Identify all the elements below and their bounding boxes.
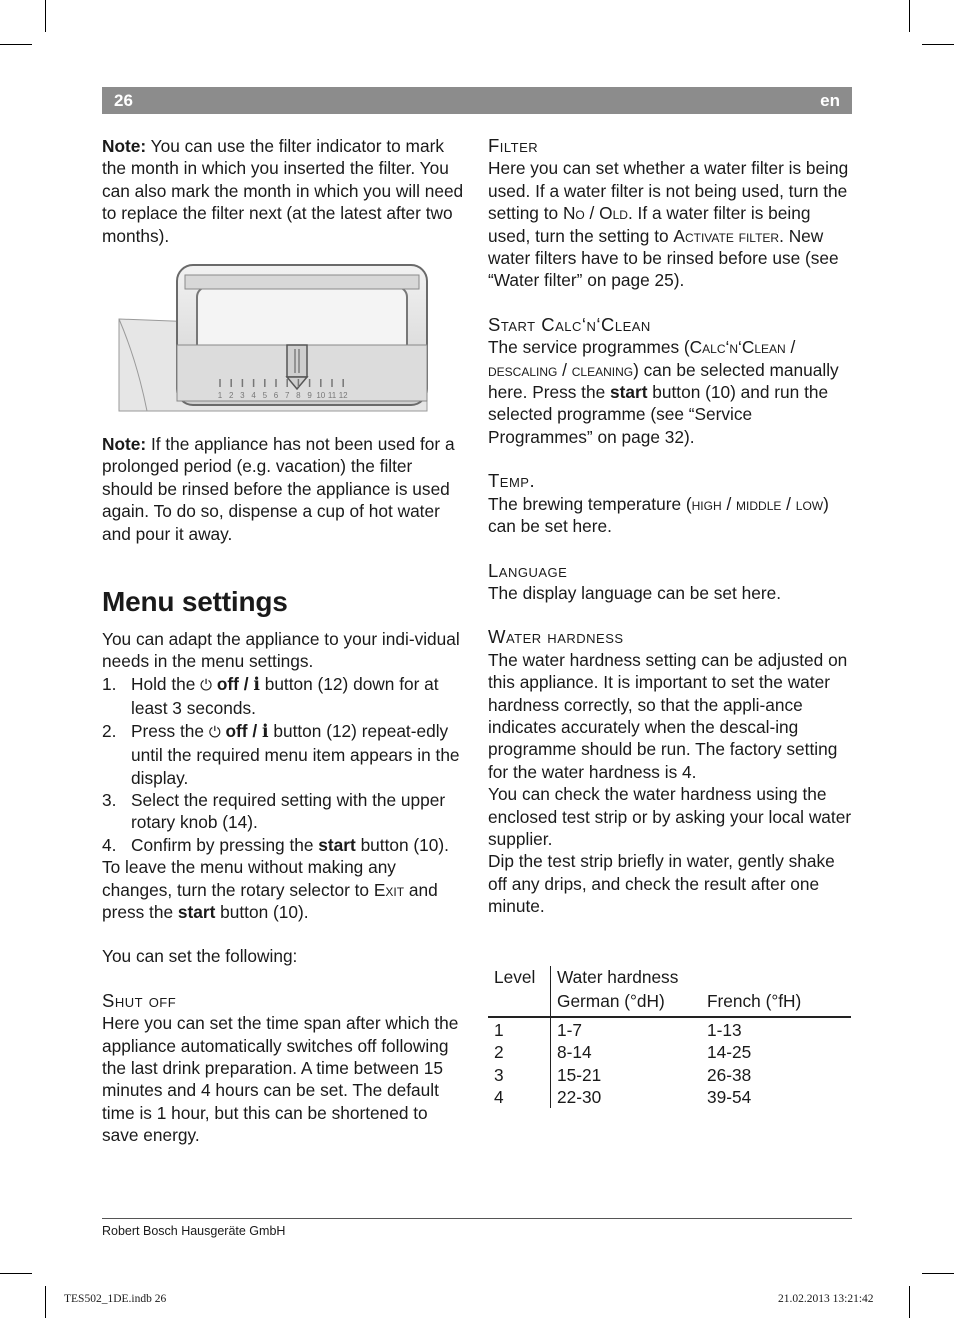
dial-month-number: 9 [307,391,312,401]
print-slug-date: 21.02.2013 13:21:42 [778,1293,874,1305]
table-header-french: French (°fH) [701,990,851,1016]
water-hardness-text-2: You can check the water hardness using the enclosed test strip or by asking your local water supplier. [488,784,852,849]
temp-text: The brewing temperature (high / middle / low) can be set here. [488,493,829,537]
following-text: You can set the following: [102,946,298,967]
dial-month-number: 6 [273,391,279,401]
filter-indicator-illustration [117,261,447,421]
heading-filter: Filter [488,135,539,156]
shut-off-text: Here you can set the time span after which the appliance automatically switches off following the last drink preparation. A time between 15 minutes and 4 hours can be set. The default time is 1 hour, but this can be shortened to save energy. [102,1013,459,1146]
water-hardness-table [488,966,851,1108]
list-item: 2. Press the ⏻ off / i button (12) repeat-edly until the required menu item appears in the display. [102,720,460,788]
filter-text: Here you can set whether a water filter is being used. If a water filter is not being used, turn the setting to No / Old. If a water filter is being used, turn the setting to Activate filter. New water filters have to be rinsed before use (see “Water filter” on page 25). [488,158,849,291]
note-rinse-filter: Note: If the appliance has not been used for a prolonged period (e.g. vacation) the filter should be rinsed before the appliance is used again. To do so, dispense a cup of hot water and pour it away. [102,434,455,544]
heading-temp: Temp. [488,470,536,492]
crop-mark [922,1273,954,1274]
page-header-bar [102,87,852,114]
dial-month-number: 1 [217,391,223,401]
dial-month-number: 7 [284,391,290,401]
info-icon: i [253,674,260,695]
water-hardness-text-3: Dip the test strip briefly in water, gently shake off any drips, and check the result after one minute. [488,851,835,917]
language-text: The display language can be set here. [488,582,782,603]
right-column [488,135,852,918]
heading-language: Language [488,559,568,581]
dial-month-number: 4 [251,391,256,401]
dial-month-number: 10 [316,391,326,401]
power-icon: ⏻ [200,676,213,694]
info-icon: i [261,721,269,742]
crop-mark [922,44,954,45]
table-cell-french: 1-13 14-25 26-38 39-54 [707,1019,752,1108]
crop-mark [45,0,46,32]
note-filter-indicator: Note: You can use the filter indicator to mark the month in which you inserted the filter. You can also mark the month in which you will need to replace the filter next (at the latest after two months). [102,136,464,246]
power-icon: ⏻ [208,723,221,741]
footer-rule [102,1218,852,1219]
leave-menu-text: To leave the menu without making any changes, turn the rotary selector to Exit and press the start button (10). [102,857,438,922]
dial-month-number: 5 [262,391,268,401]
language-code: en [820,91,840,110]
crop-mark [0,1273,32,1274]
menu-intro: You can adapt the appliance to your indi-vidual needs in the menu settings. [102,629,460,672]
calc-n-clean-text: The service programmes (Calc‘n‘Clean / descaling / cleaning) can be selected manually here. Press the start button (10) and run the selected programme (see “Service Programmes” on page 32). [488,337,839,447]
crop-mark [909,0,910,32]
table-header-level: Level [494,967,536,987]
heading-shut-off: Shut off [102,989,177,1011]
dial-month-number: 8 [296,391,301,401]
list-item: 4. Confirm by pressing the start button (10). [102,834,449,855]
list-item: 1. Hold the ⏻ off / i button (12) down for at least 3 seconds. [102,673,439,719]
water-hardness-text-1: The water hardness setting can be adjusted on this appliance. It is important to set the water hardness correctly, so that the appli-ance indicates accurately when the descal-ing programme should be run. The factory setting for the water hardness is 4. [488,649,848,782]
heading-water-hardness: Water hardness [488,626,624,648]
section-title-menu-settings: Menu settings [102,586,288,618]
page-number: 26 [114,91,133,110]
dial-month-number: 12 [338,391,348,401]
dial-month-number: 2 [228,391,234,401]
table-header-water-hardness: Water hardness [551,966,852,990]
table-cell-german: 1-7 8-14 15-21 22-30 [551,1017,702,1109]
crop-mark [45,1286,46,1318]
list-item: 3. Select the required setting with the upper rotary knob (14). [102,789,446,833]
heading-start-calc-n-clean: Start Calc‘n‘Clean [488,313,651,335]
table-row [488,1017,851,1109]
table-header-german: German (°dH) [551,990,702,1016]
footer-company: Robert Bosch Hausgeräte GmbH [102,1224,286,1238]
crop-mark [0,44,32,45]
dial-month-number: 3 [240,391,245,401]
table-cell-levels: 1 2 3 4 [494,1019,504,1108]
left-column [102,135,464,1147]
dial-month-number: 11 [327,391,337,401]
crop-mark [909,1286,910,1318]
print-slug-file: TES502_1DE.indb 26 [64,1293,167,1305]
menu-steps-list [102,673,464,856]
